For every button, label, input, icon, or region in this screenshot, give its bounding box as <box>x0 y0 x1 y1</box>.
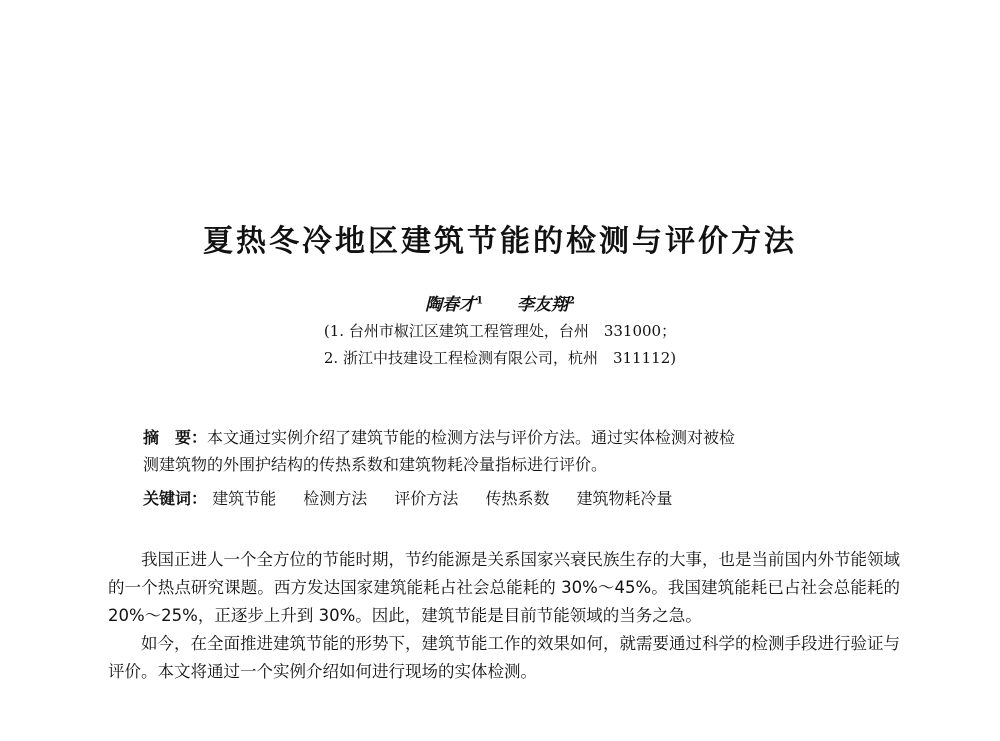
author-2 <box>517 295 575 315</box>
abstract-row-2 <box>143 451 878 478</box>
keywords-label: 关键词： <box>143 489 208 508</box>
author-line <box>0 290 1000 316</box>
abstract-line-1: 本文通过实例介绍了建筑节能的检测方法与评价方法。通过实体检测对被检 <box>207 428 736 447</box>
author-1-name: 陶春才 <box>425 294 477 315</box>
abstract-row-1 <box>143 424 878 451</box>
keyword-4: 传热系数 <box>485 489 550 508</box>
author-1-mark: 1 <box>476 295 484 306</box>
author-1 <box>425 295 483 315</box>
abstract-label: 摘 要： <box>143 428 208 447</box>
keyword-5: 建筑物耗冷量 <box>576 489 673 508</box>
body-paragraph-2: 如今，在全面推进建筑节能的形势下，建筑节能工作的效果如何，就需要通过科学的检测手段进行验证与评价。本文将通过一个实例介绍如何进行现场的实体检测。 <box>108 634 900 681</box>
abstract-line-2: 测建筑物的外围护结构的传热系数和建筑物耗冷量指标进行评价。 <box>143 455 608 474</box>
author-2-mark: 2 <box>567 295 575 306</box>
keyword-3: 评价方法 <box>394 489 459 508</box>
affiliation-1: (1. 台州市椒江区建筑工程管理处，台州 331000； <box>323 322 677 340</box>
keywords <box>143 485 878 512</box>
abstract <box>143 424 878 478</box>
keyword-2: 检测方法 <box>303 489 368 508</box>
paper-title: 夏热冬冷地区建筑节能的检测与评价方法 <box>203 224 797 259</box>
body-text <box>108 546 900 686</box>
keyword-1: 建筑节能 <box>212 489 277 508</box>
author-2-name: 李友翔 <box>516 294 568 315</box>
body-paragraph-1: 我国正进人一个全方位的节能时期，节约能源是关系国家兴衰民族生存的大事，也是当前国内外节能领域的一个热点研究课题。西方发达国家建筑能耗占社会总能耗的 30%～45%。我国建筑能耗已占社会总能耗的 20%～25%，正逐步上升到 30%。因此，建筑节能是目前节能领域的当务之急。 <box>108 550 900 625</box>
affiliation-2: 2. 浙江中技建设工程检测有限公司，杭州 311112) <box>323 349 677 367</box>
